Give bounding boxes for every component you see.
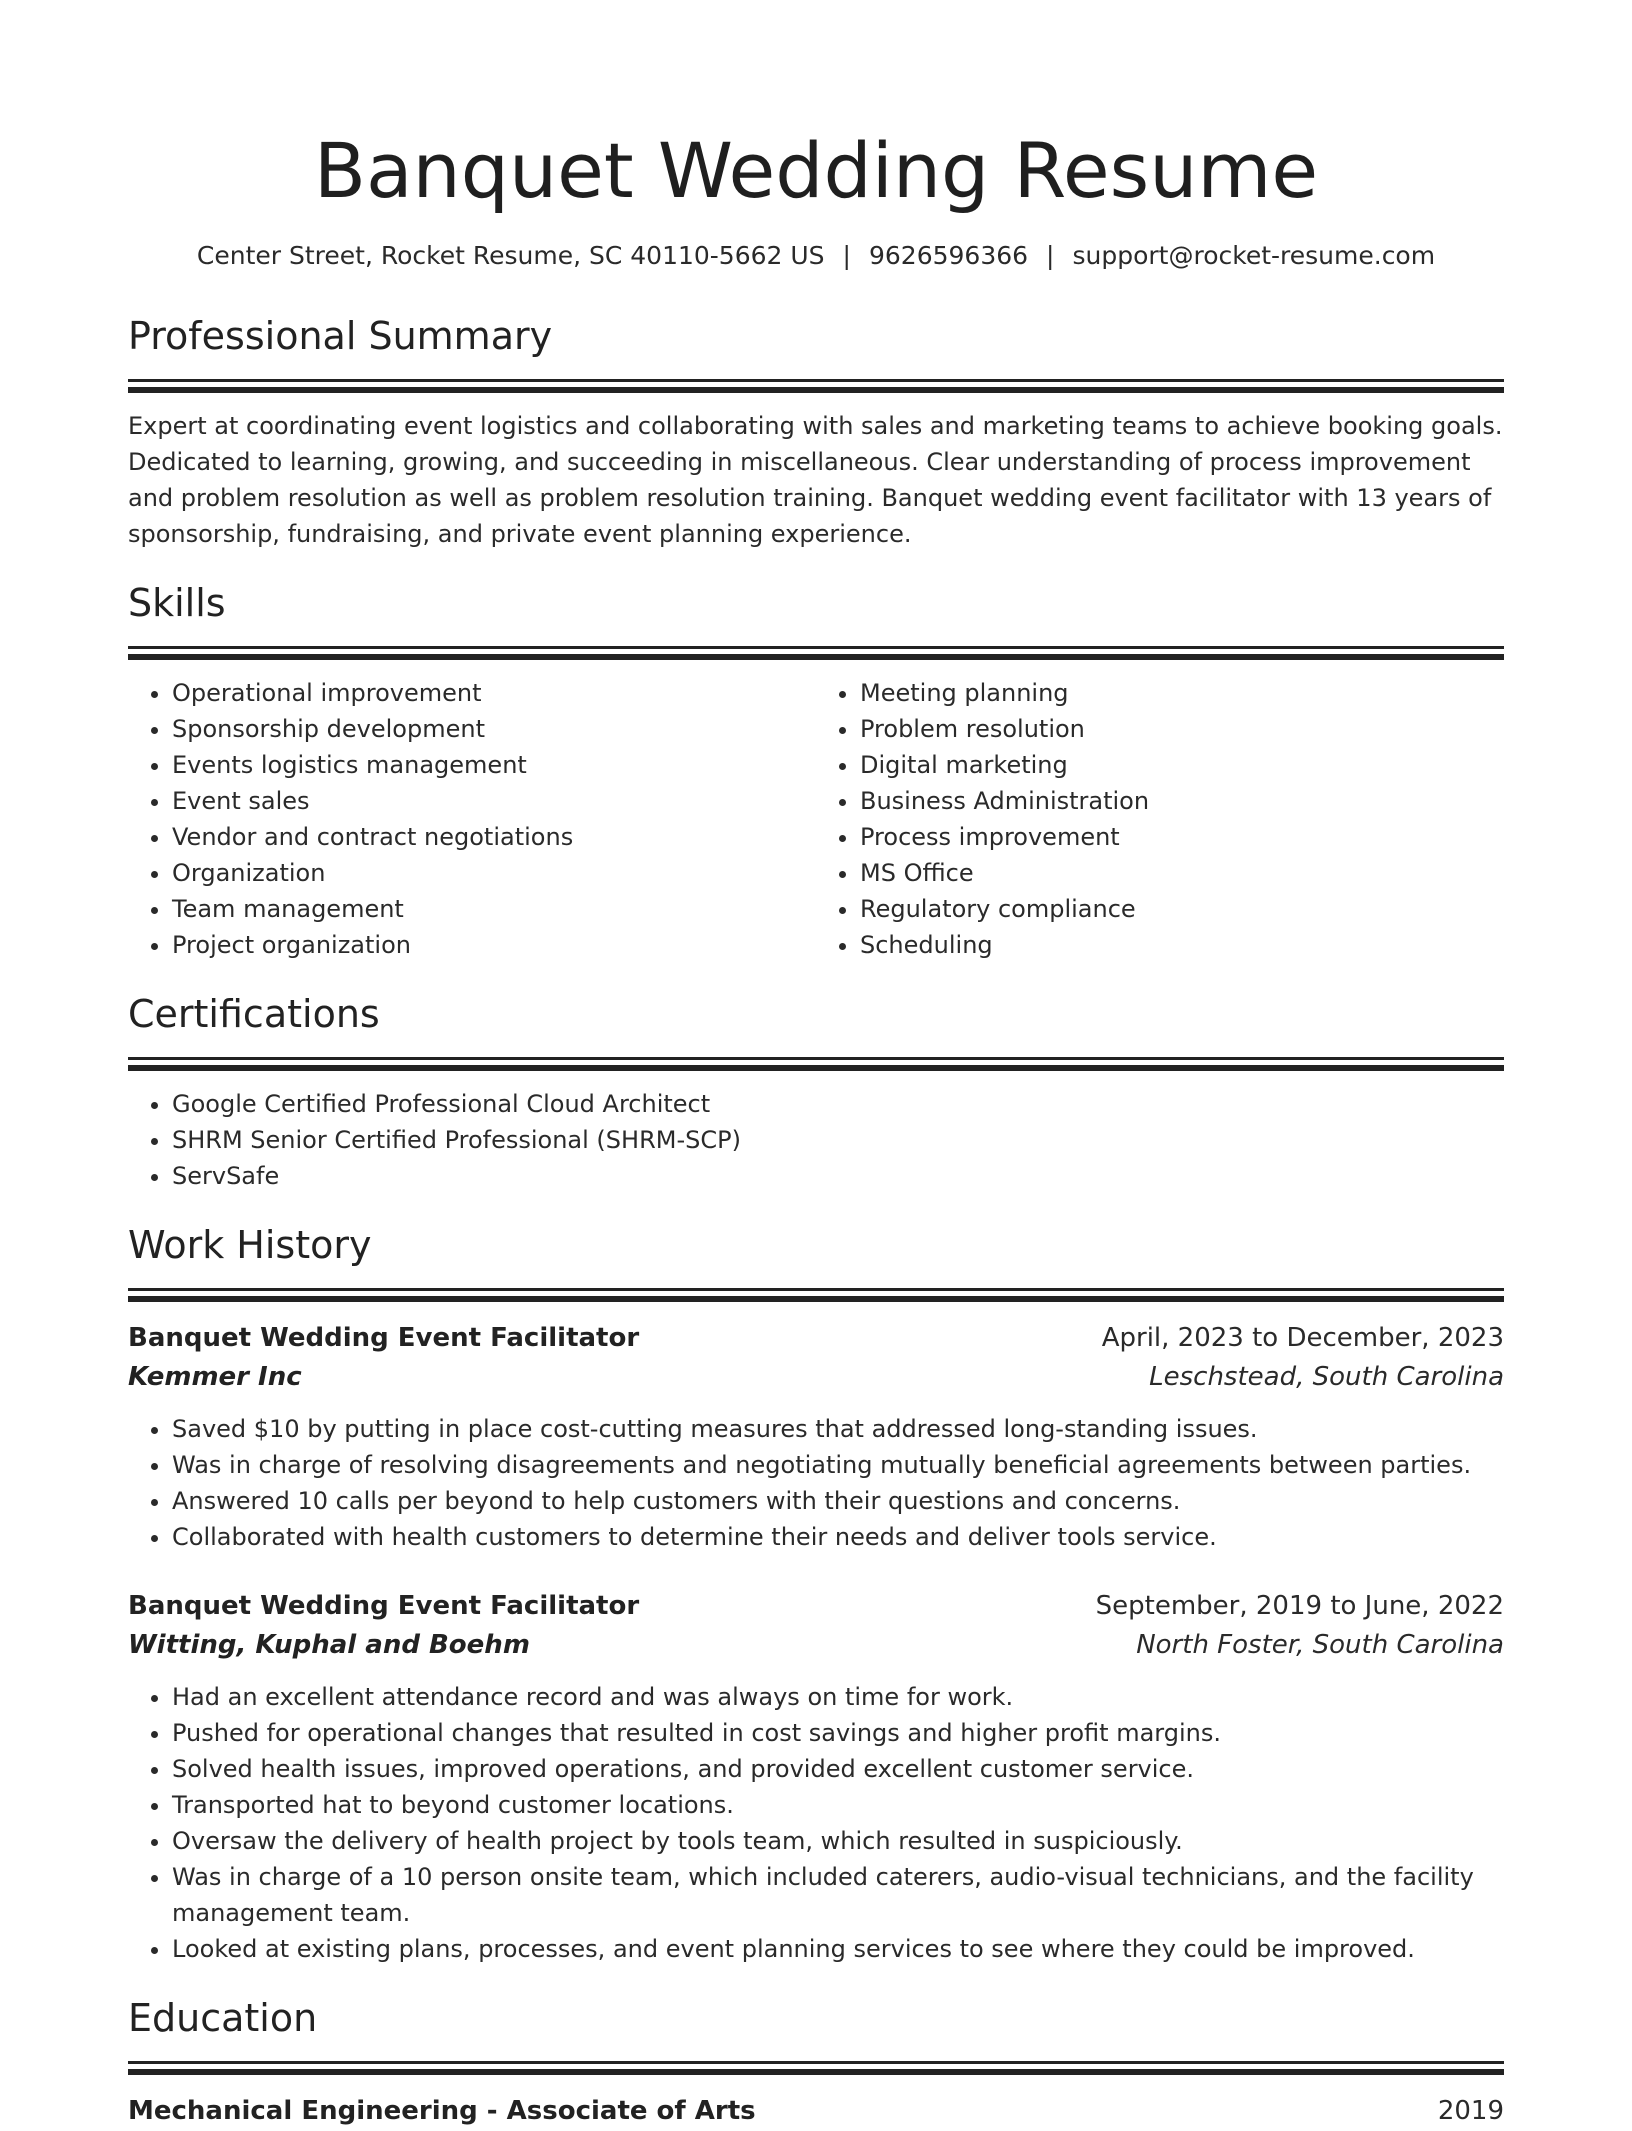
summary-text: Expert at coordinating event logistics and collaborating with sales and marketing teams to achieve booking goals. Dedicated to learning, growing, and succeeding in miscellaneous. Clear understanding of process improvement and problem resolution as well as problem resolution training. Banquet wedding event facilitator with 13 years of sponsorship, fundraising, and private event planning experience. [128, 412, 1503, 548]
job-title: Banquet Wedding Event Facilitator [128, 1323, 640, 1353]
job-company-row [128, 1626, 1504, 1665]
section-heading: Work History [128, 1223, 372, 1267]
job-bullet: • Transported hat to beyond customer locations. [172, 1787, 1504, 1823]
work-history-section [128, 1220, 1504, 1967]
section-divider [128, 646, 1504, 663]
job-company-row [128, 1358, 1504, 1397]
job-bullets [128, 1679, 1504, 1967]
job-bullet: • Was in charge of resolving disagreements and negotiating mutually beneficial agreements between parties. [172, 1447, 1504, 1483]
job-bullets [128, 1411, 1504, 1555]
contact-separator: | [1046, 241, 1055, 270]
skills-section [128, 578, 1504, 963]
job-header-row [128, 1319, 1504, 1358]
section-divider [128, 1057, 1504, 1074]
contact-line [128, 239, 1504, 273]
job-company: Witting, Kuphal and Boehm [128, 1630, 530, 1660]
job-dates: September, 2019 to June, 2022 [1095, 1591, 1504, 1621]
job-bullet: • Solved health issues, improved operations, and provided excellent customer service. [172, 1751, 1504, 1787]
job-bullet: • Collaborated with health customers to determine their needs and deliver tools service. [172, 1519, 1504, 1555]
skill-item: • Event sales [172, 783, 816, 819]
certification-item: • Google Certified Professional Cloud Architect [172, 1086, 1504, 1122]
job-entry [128, 1319, 1504, 1555]
job-header-row [128, 1587, 1504, 1626]
certification-item: • SHRM Senior Certified Professional (SHRM-SCP) [172, 1122, 1504, 1158]
job-location: North Foster, South Carolina [1136, 1630, 1504, 1660]
skill-item: • Organization [172, 855, 816, 891]
skill-item: • Meeting planning [860, 675, 1504, 711]
skill-item: • Project organization [172, 927, 816, 963]
skill-item: • Operational improvement [172, 675, 816, 711]
summary-section [128, 311, 1504, 552]
skills-columns [128, 663, 1504, 963]
email[interactable]: support@rocket-resume.com [1072, 241, 1436, 270]
section-divider [128, 379, 1504, 396]
education-year: 2019 [1437, 2096, 1504, 2126]
job-dates: April, 2023 to December, 2023 [1101, 1323, 1504, 1353]
skill-item: • Regulatory compliance [860, 891, 1504, 927]
job-bullet: • Was in charge of a 10 person onsite team, which included caterers, audio-visual technicians, and the facility management team. [172, 1859, 1504, 1931]
job-bullet: • Had an excellent attendance record and was always on time for work. [172, 1679, 1504, 1715]
skill-item: • Team management [172, 891, 816, 927]
section-heading: Professional Summary [128, 314, 553, 358]
education-degree: Mechanical Engineering - Associate of Arts [128, 2096, 756, 2126]
skill-item: • Sponsorship development [172, 711, 816, 747]
job-bullet: • Pushed for operational changes that resulted in cost savings and higher profit margins. [172, 1715, 1504, 1751]
skills-list-left [128, 675, 816, 963]
section-heading: Certifications [128, 992, 380, 1036]
job-entry [128, 1587, 1504, 1967]
certifications-section [128, 989, 1504, 1194]
education-section [128, 1993, 1504, 2131]
certifications-list [128, 1086, 1504, 1194]
skill-item: • MS Office [860, 855, 1504, 891]
job-company: Kemmer Inc [128, 1362, 302, 1392]
contact-separator: | [842, 241, 851, 270]
resume-page [128, 0, 1504, 2131]
job-bullet: • Answered 10 calls per beyond to help customers with their questions and concerns. [172, 1483, 1504, 1519]
resume-title: Banquet Wedding Resume [313, 126, 1319, 215]
skill-item: • Problem resolution [860, 711, 1504, 747]
skill-item: • Digital marketing [860, 747, 1504, 783]
job-location: Leschstead, South Carolina [1149, 1362, 1504, 1392]
skills-list-right [816, 675, 1504, 963]
job-bullet: • Oversaw the delivery of health project by tools team, which resulted in suspiciously. [172, 1823, 1504, 1859]
job-bullet: • Looked at existing plans, processes, and event planning services to see where they could be improved. [172, 1931, 1504, 1967]
skill-item: • Process improvement [860, 819, 1504, 855]
certification-item: • ServSafe [172, 1158, 1504, 1194]
skill-item: • Vendor and contract negotiations [172, 819, 816, 855]
skill-item: • Events logistics management [172, 747, 816, 783]
section-heading: Education [128, 1996, 318, 2040]
skill-item: • Scheduling [860, 927, 1504, 963]
section-divider [128, 2061, 1504, 2078]
section-divider [128, 1288, 1504, 1305]
section-heading: Skills [128, 581, 226, 625]
job-title: Banquet Wedding Event Facilitator [128, 1591, 640, 1621]
job-bullet: • Saved $10 by putting in place cost-cutting measures that addressed long-standing issues. [172, 1411, 1504, 1447]
address: Center Street, Rocket Resume, SC 40110-5662 US [196, 241, 825, 270]
phone: 9626596366 [868, 241, 1029, 270]
skill-item: • Business Administration [860, 783, 1504, 819]
